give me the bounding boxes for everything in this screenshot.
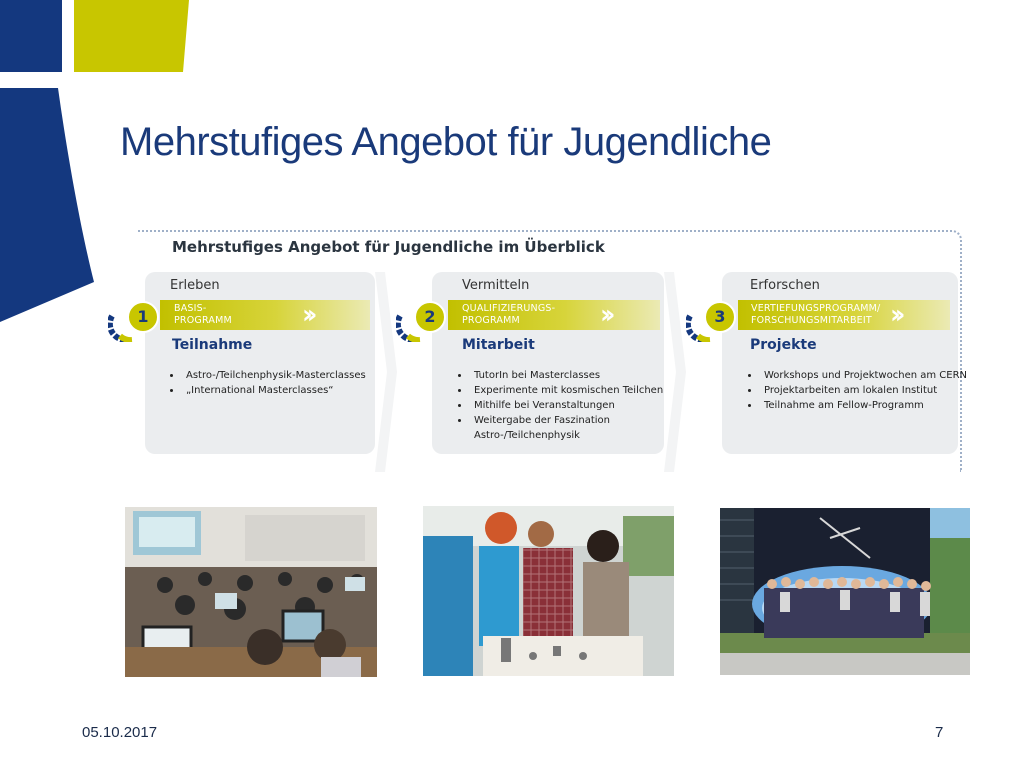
- stage-separator-arrow: [375, 272, 397, 472]
- students-experiment-photo: [423, 506, 674, 676]
- stage-band-text-3: VERTIEFUNGSPROGRAMM/ FORSCHUNGSMITARBEIT: [751, 303, 881, 326]
- stage-number-badge-2: 2: [414, 301, 446, 333]
- list-item: • Astro-/Teilchenphysik-Masterclasses: [182, 368, 392, 383]
- chevron-icon-1: ››: [302, 300, 312, 330]
- stage-heading-2: Vermitteln: [462, 278, 530, 293]
- computer-lab-photo: [125, 507, 377, 677]
- stage-number-badge-1: 1: [127, 301, 159, 333]
- stage-band-text-2: QUALIFIZIERUNGS- PROGRAMM: [462, 303, 556, 326]
- chevron-icon-2: ››: [600, 300, 610, 330]
- list-item: • „International Masterclasses“: [182, 383, 392, 398]
- overview-title: Mehrstufiges Angebot für Jugendliche im Überblick: [172, 238, 605, 256]
- list-item: • Projektarbeiten am lokalen Institut: [760, 383, 972, 398]
- stage-points-1: [160, 368, 392, 398]
- stage-label-3: Projekte: [750, 337, 817, 353]
- stage-label-1: Teilnahme: [172, 337, 253, 353]
- stage-points-2: [448, 368, 680, 443]
- list-item: • Teilnahme am Fellow-Programm: [760, 398, 972, 413]
- stage-band-text-1: BASIS- PROGRAMM: [174, 303, 232, 326]
- list-item: • Weitergabe der Faszination Astro-/Teilchenphysik: [470, 413, 680, 443]
- slide-title: Mehrstufiges Angebot für Jugendliche: [120, 120, 772, 164]
- footer-date: 05.10.2017: [82, 724, 158, 741]
- list-item: • TutorIn bei Masterclasses: [470, 368, 680, 383]
- stage-heading-1: Erleben: [170, 278, 220, 293]
- stage-number-badge-3: 3: [704, 301, 736, 333]
- page-number: 7: [935, 724, 944, 741]
- stage-points-3: [738, 368, 972, 413]
- list-item: • Workshops und Projektwochen am CERN: [760, 368, 972, 383]
- group-photo: [720, 508, 970, 675]
- chevron-icon-3: ››: [890, 300, 900, 330]
- stage-separator-arrow: [664, 272, 686, 472]
- list-item: • Experimente mit kosmischen Teilchen: [470, 383, 680, 398]
- stage-label-2: Mitarbeit: [462, 337, 535, 353]
- list-item: • Mithilfe bei Veranstaltungen: [470, 398, 680, 413]
- stage-heading-3: Erforschen: [750, 278, 820, 293]
